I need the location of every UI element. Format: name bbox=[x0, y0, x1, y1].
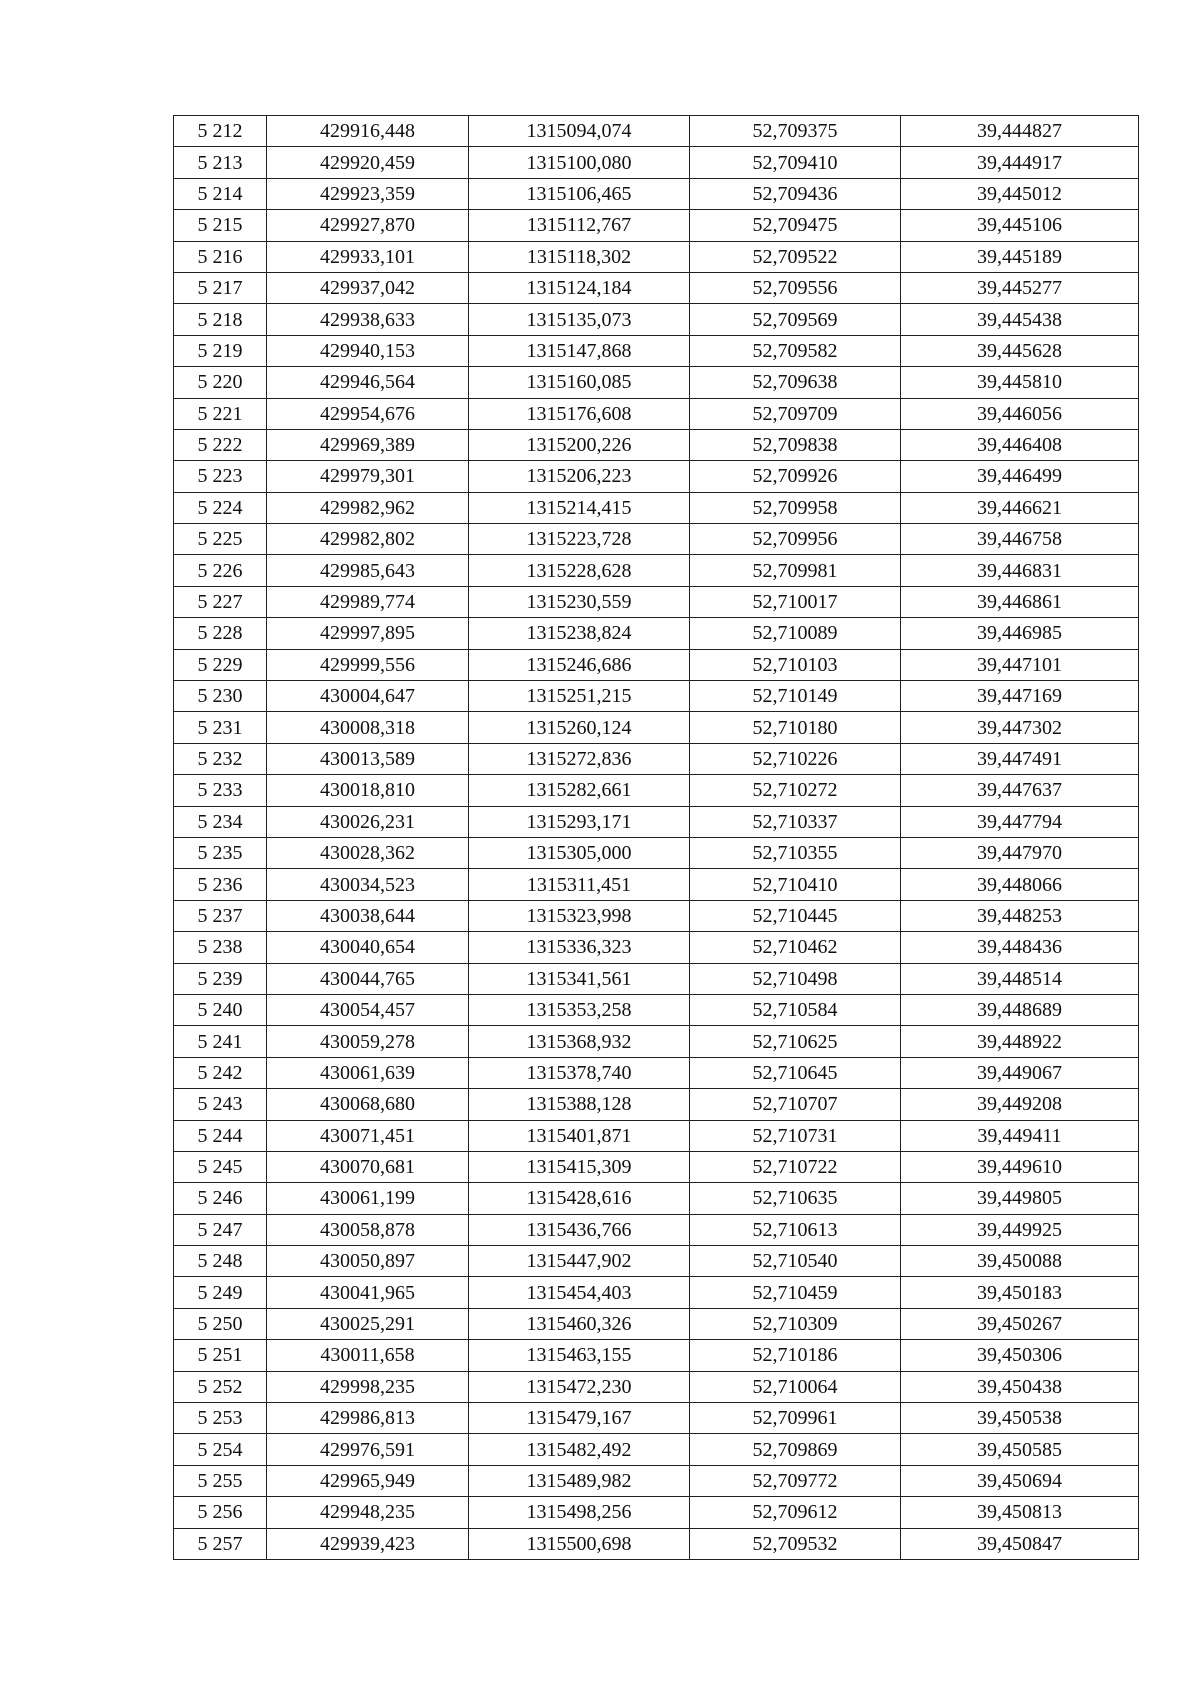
y-coordinate-cell: 1315251,215 bbox=[469, 681, 690, 712]
latitude-cell: 52,709956 bbox=[690, 524, 901, 555]
y-coordinate-cell: 1315378,740 bbox=[469, 1057, 690, 1088]
latitude-cell: 52,710635 bbox=[690, 1183, 901, 1214]
point-number-cell: 5 246 bbox=[174, 1183, 267, 1214]
table-row bbox=[174, 1277, 1139, 1308]
table-row bbox=[174, 367, 1139, 398]
latitude-cell: 52,710149 bbox=[690, 681, 901, 712]
y-coordinate-cell: 1315305,000 bbox=[469, 837, 690, 868]
table-row bbox=[174, 1497, 1139, 1528]
point-number-cell: 5 255 bbox=[174, 1465, 267, 1496]
table-row bbox=[174, 806, 1139, 837]
y-coordinate-cell: 1315223,728 bbox=[469, 524, 690, 555]
point-number-cell: 5 236 bbox=[174, 869, 267, 900]
point-number-cell: 5 235 bbox=[174, 837, 267, 868]
point-number-cell: 5 226 bbox=[174, 555, 267, 586]
x-coordinate-cell: 430044,765 bbox=[267, 963, 469, 994]
y-coordinate-cell: 1315498,256 bbox=[469, 1497, 690, 1528]
longitude-cell: 39,447169 bbox=[901, 681, 1139, 712]
longitude-cell: 39,447970 bbox=[901, 837, 1139, 868]
point-number-cell: 5 230 bbox=[174, 681, 267, 712]
x-coordinate-cell: 430028,362 bbox=[267, 837, 469, 868]
longitude-cell: 39,446621 bbox=[901, 492, 1139, 523]
point-number-cell: 5 244 bbox=[174, 1120, 267, 1151]
x-coordinate-cell: 429997,895 bbox=[267, 618, 469, 649]
x-coordinate-cell: 429933,101 bbox=[267, 241, 469, 272]
longitude-cell: 39,445277 bbox=[901, 272, 1139, 303]
longitude-cell: 39,450538 bbox=[901, 1403, 1139, 1434]
latitude-cell: 52,710089 bbox=[690, 618, 901, 649]
longitude-cell: 39,450183 bbox=[901, 1277, 1139, 1308]
point-number-cell: 5 217 bbox=[174, 272, 267, 303]
x-coordinate-cell: 429954,676 bbox=[267, 398, 469, 429]
y-coordinate-cell: 1315436,766 bbox=[469, 1214, 690, 1245]
latitude-cell: 52,709926 bbox=[690, 461, 901, 492]
x-coordinate-cell: 429940,153 bbox=[267, 335, 469, 366]
y-coordinate-cell: 1315282,661 bbox=[469, 775, 690, 806]
latitude-cell: 52,709772 bbox=[690, 1465, 901, 1496]
y-coordinate-cell: 1315100,080 bbox=[469, 147, 690, 178]
x-coordinate-cell: 429976,591 bbox=[267, 1434, 469, 1465]
point-number-cell: 5 220 bbox=[174, 367, 267, 398]
longitude-cell: 39,450438 bbox=[901, 1371, 1139, 1402]
latitude-cell: 52,709375 bbox=[690, 116, 901, 147]
latitude-cell: 52,710625 bbox=[690, 1026, 901, 1057]
x-coordinate-cell: 429938,633 bbox=[267, 304, 469, 335]
longitude-cell: 39,445438 bbox=[901, 304, 1139, 335]
point-number-cell: 5 212 bbox=[174, 116, 267, 147]
y-coordinate-cell: 1315460,326 bbox=[469, 1308, 690, 1339]
x-coordinate-cell: 430034,523 bbox=[267, 869, 469, 900]
y-coordinate-cell: 1315341,561 bbox=[469, 963, 690, 994]
latitude-cell: 52,710584 bbox=[690, 994, 901, 1025]
point-number-cell: 5 247 bbox=[174, 1214, 267, 1245]
y-coordinate-cell: 1315463,155 bbox=[469, 1340, 690, 1371]
table-row bbox=[174, 681, 1139, 712]
y-coordinate-cell: 1315094,074 bbox=[469, 116, 690, 147]
table-row bbox=[174, 1120, 1139, 1151]
x-coordinate-cell: 430050,897 bbox=[267, 1246, 469, 1277]
y-coordinate-cell: 1315112,767 bbox=[469, 210, 690, 241]
latitude-cell: 52,709981 bbox=[690, 555, 901, 586]
point-number-cell: 5 241 bbox=[174, 1026, 267, 1057]
point-number-cell: 5 229 bbox=[174, 649, 267, 680]
x-coordinate-cell: 429985,643 bbox=[267, 555, 469, 586]
x-coordinate-cell: 430054,457 bbox=[267, 994, 469, 1025]
y-coordinate-cell: 1315214,415 bbox=[469, 492, 690, 523]
latitude-cell: 52,710180 bbox=[690, 712, 901, 743]
point-number-cell: 5 221 bbox=[174, 398, 267, 429]
table-row bbox=[174, 869, 1139, 900]
latitude-cell: 52,710722 bbox=[690, 1151, 901, 1182]
latitude-cell: 52,709569 bbox=[690, 304, 901, 335]
x-coordinate-cell: 430059,278 bbox=[267, 1026, 469, 1057]
x-coordinate-cell: 430008,318 bbox=[267, 712, 469, 743]
x-coordinate-cell: 430061,199 bbox=[267, 1183, 469, 1214]
x-coordinate-cell: 429916,448 bbox=[267, 116, 469, 147]
latitude-cell: 52,710226 bbox=[690, 743, 901, 774]
x-coordinate-cell: 430004,647 bbox=[267, 681, 469, 712]
longitude-cell: 39,447794 bbox=[901, 806, 1139, 837]
latitude-cell: 52,710017 bbox=[690, 586, 901, 617]
point-number-cell: 5 231 bbox=[174, 712, 267, 743]
point-number-cell: 5 224 bbox=[174, 492, 267, 523]
latitude-cell: 52,709869 bbox=[690, 1434, 901, 1465]
longitude-cell: 39,447637 bbox=[901, 775, 1139, 806]
longitude-cell: 39,449067 bbox=[901, 1057, 1139, 1088]
y-coordinate-cell: 1315272,836 bbox=[469, 743, 690, 774]
point-number-cell: 5 252 bbox=[174, 1371, 267, 1402]
longitude-cell: 39,446831 bbox=[901, 555, 1139, 586]
y-coordinate-cell: 1315388,128 bbox=[469, 1089, 690, 1120]
latitude-cell: 52,709638 bbox=[690, 367, 901, 398]
longitude-cell: 39,446758 bbox=[901, 524, 1139, 555]
longitude-cell: 39,445189 bbox=[901, 241, 1139, 272]
longitude-cell: 39,450694 bbox=[901, 1465, 1139, 1496]
point-number-cell: 5 253 bbox=[174, 1403, 267, 1434]
longitude-cell: 39,449925 bbox=[901, 1214, 1139, 1245]
latitude-cell: 52,709532 bbox=[690, 1528, 901, 1559]
latitude-cell: 52,709612 bbox=[690, 1497, 901, 1528]
point-number-cell: 5 234 bbox=[174, 806, 267, 837]
point-number-cell: 5 214 bbox=[174, 178, 267, 209]
coordinates-table-body bbox=[174, 116, 1139, 1560]
longitude-cell: 39,445628 bbox=[901, 335, 1139, 366]
x-coordinate-cell: 430070,681 bbox=[267, 1151, 469, 1182]
table-row bbox=[174, 1183, 1139, 1214]
x-coordinate-cell: 429939,423 bbox=[267, 1528, 469, 1559]
longitude-cell: 39,446056 bbox=[901, 398, 1139, 429]
longitude-cell: 39,445012 bbox=[901, 178, 1139, 209]
longitude-cell: 39,450306 bbox=[901, 1340, 1139, 1371]
y-coordinate-cell: 1315147,868 bbox=[469, 335, 690, 366]
x-coordinate-cell: 430013,589 bbox=[267, 743, 469, 774]
latitude-cell: 52,709475 bbox=[690, 210, 901, 241]
table-row bbox=[174, 272, 1139, 303]
longitude-cell: 39,449208 bbox=[901, 1089, 1139, 1120]
point-number-cell: 5 215 bbox=[174, 210, 267, 241]
latitude-cell: 52,710272 bbox=[690, 775, 901, 806]
y-coordinate-cell: 1315368,932 bbox=[469, 1026, 690, 1057]
longitude-cell: 39,450267 bbox=[901, 1308, 1139, 1339]
table-row bbox=[174, 1214, 1139, 1245]
point-number-cell: 5 225 bbox=[174, 524, 267, 555]
x-coordinate-cell: 429999,556 bbox=[267, 649, 469, 680]
x-coordinate-cell: 429923,359 bbox=[267, 178, 469, 209]
longitude-cell: 39,448253 bbox=[901, 900, 1139, 931]
table-row bbox=[174, 649, 1139, 680]
y-coordinate-cell: 1315323,998 bbox=[469, 900, 690, 931]
longitude-cell: 39,448922 bbox=[901, 1026, 1139, 1057]
table-row bbox=[174, 1465, 1139, 1496]
table-row bbox=[174, 147, 1139, 178]
table-row bbox=[174, 586, 1139, 617]
point-number-cell: 5 242 bbox=[174, 1057, 267, 1088]
latitude-cell: 52,710309 bbox=[690, 1308, 901, 1339]
longitude-cell: 39,450088 bbox=[901, 1246, 1139, 1277]
y-coordinate-cell: 1315479,167 bbox=[469, 1403, 690, 1434]
longitude-cell: 39,450585 bbox=[901, 1434, 1139, 1465]
longitude-cell: 39,448514 bbox=[901, 963, 1139, 994]
point-number-cell: 5 213 bbox=[174, 147, 267, 178]
longitude-cell: 39,450813 bbox=[901, 1497, 1139, 1528]
latitude-cell: 52,709522 bbox=[690, 241, 901, 272]
longitude-cell: 39,445106 bbox=[901, 210, 1139, 241]
longitude-cell: 39,446985 bbox=[901, 618, 1139, 649]
x-coordinate-cell: 430026,231 bbox=[267, 806, 469, 837]
point-number-cell: 5 232 bbox=[174, 743, 267, 774]
x-coordinate-cell: 429969,389 bbox=[267, 429, 469, 460]
table-row bbox=[174, 900, 1139, 931]
table-row bbox=[174, 429, 1139, 460]
table-row bbox=[174, 618, 1139, 649]
point-number-cell: 5 248 bbox=[174, 1246, 267, 1277]
latitude-cell: 52,710337 bbox=[690, 806, 901, 837]
latitude-cell: 52,709838 bbox=[690, 429, 901, 460]
longitude-cell: 39,444917 bbox=[901, 147, 1139, 178]
longitude-cell: 39,448689 bbox=[901, 994, 1139, 1025]
coordinates-table bbox=[173, 115, 1139, 1560]
y-coordinate-cell: 1315238,824 bbox=[469, 618, 690, 649]
longitude-cell: 39,444827 bbox=[901, 116, 1139, 147]
longitude-cell: 39,446861 bbox=[901, 586, 1139, 617]
y-coordinate-cell: 1315447,902 bbox=[469, 1246, 690, 1277]
y-coordinate-cell: 1315206,223 bbox=[469, 461, 690, 492]
table-row bbox=[174, 524, 1139, 555]
longitude-cell: 39,445810 bbox=[901, 367, 1139, 398]
point-number-cell: 5 257 bbox=[174, 1528, 267, 1559]
point-number-cell: 5 250 bbox=[174, 1308, 267, 1339]
y-coordinate-cell: 1315135,073 bbox=[469, 304, 690, 335]
latitude-cell: 52,709958 bbox=[690, 492, 901, 523]
table-row bbox=[174, 963, 1139, 994]
table-row bbox=[174, 304, 1139, 335]
longitude-cell: 39,449610 bbox=[901, 1151, 1139, 1182]
point-number-cell: 5 228 bbox=[174, 618, 267, 649]
x-coordinate-cell: 430038,644 bbox=[267, 900, 469, 931]
point-number-cell: 5 227 bbox=[174, 586, 267, 617]
point-number-cell: 5 239 bbox=[174, 963, 267, 994]
table-row bbox=[174, 555, 1139, 586]
y-coordinate-cell: 1315472,230 bbox=[469, 1371, 690, 1402]
longitude-cell: 39,449411 bbox=[901, 1120, 1139, 1151]
latitude-cell: 52,710064 bbox=[690, 1371, 901, 1402]
point-number-cell: 5 249 bbox=[174, 1277, 267, 1308]
latitude-cell: 52,709582 bbox=[690, 335, 901, 366]
x-coordinate-cell: 430018,810 bbox=[267, 775, 469, 806]
table-row bbox=[174, 335, 1139, 366]
latitude-cell: 52,710613 bbox=[690, 1214, 901, 1245]
latitude-cell: 52,710645 bbox=[690, 1057, 901, 1088]
y-coordinate-cell: 1315106,465 bbox=[469, 178, 690, 209]
x-coordinate-cell: 429979,301 bbox=[267, 461, 469, 492]
x-coordinate-cell: 429989,774 bbox=[267, 586, 469, 617]
y-coordinate-cell: 1315401,871 bbox=[469, 1120, 690, 1151]
table-row bbox=[174, 994, 1139, 1025]
longitude-cell: 39,448066 bbox=[901, 869, 1139, 900]
point-number-cell: 5 254 bbox=[174, 1434, 267, 1465]
latitude-cell: 52,710459 bbox=[690, 1277, 901, 1308]
table-row bbox=[174, 1308, 1139, 1339]
point-number-cell: 5 256 bbox=[174, 1497, 267, 1528]
latitude-cell: 52,709709 bbox=[690, 398, 901, 429]
table-row bbox=[174, 932, 1139, 963]
point-number-cell: 5 237 bbox=[174, 900, 267, 931]
y-coordinate-cell: 1315118,302 bbox=[469, 241, 690, 272]
y-coordinate-cell: 1315228,628 bbox=[469, 555, 690, 586]
x-coordinate-cell: 430011,658 bbox=[267, 1340, 469, 1371]
table-row bbox=[174, 210, 1139, 241]
latitude-cell: 52,709556 bbox=[690, 272, 901, 303]
table-row bbox=[174, 1057, 1139, 1088]
point-number-cell: 5 233 bbox=[174, 775, 267, 806]
y-coordinate-cell: 1315489,982 bbox=[469, 1465, 690, 1496]
y-coordinate-cell: 1315415,309 bbox=[469, 1151, 690, 1182]
point-number-cell: 5 218 bbox=[174, 304, 267, 335]
x-coordinate-cell: 430061,639 bbox=[267, 1057, 469, 1088]
table-row bbox=[174, 1246, 1139, 1277]
longitude-cell: 39,447491 bbox=[901, 743, 1139, 774]
x-coordinate-cell: 429965,949 bbox=[267, 1465, 469, 1496]
table-row bbox=[174, 1089, 1139, 1120]
x-coordinate-cell: 429998,235 bbox=[267, 1371, 469, 1402]
table-row bbox=[174, 712, 1139, 743]
y-coordinate-cell: 1315160,085 bbox=[469, 367, 690, 398]
latitude-cell: 52,710731 bbox=[690, 1120, 901, 1151]
y-coordinate-cell: 1315482,492 bbox=[469, 1434, 690, 1465]
longitude-cell: 39,447101 bbox=[901, 649, 1139, 680]
table-row bbox=[174, 116, 1139, 147]
x-coordinate-cell: 430071,451 bbox=[267, 1120, 469, 1151]
latitude-cell: 52,709961 bbox=[690, 1403, 901, 1434]
y-coordinate-cell: 1315124,184 bbox=[469, 272, 690, 303]
y-coordinate-cell: 1315454,403 bbox=[469, 1277, 690, 1308]
x-coordinate-cell: 429946,564 bbox=[267, 367, 469, 398]
y-coordinate-cell: 1315246,686 bbox=[469, 649, 690, 680]
point-number-cell: 5 243 bbox=[174, 1089, 267, 1120]
table-row bbox=[174, 461, 1139, 492]
longitude-cell: 39,446408 bbox=[901, 429, 1139, 460]
x-coordinate-cell: 429920,459 bbox=[267, 147, 469, 178]
latitude-cell: 52,710186 bbox=[690, 1340, 901, 1371]
table-row bbox=[174, 743, 1139, 774]
point-number-cell: 5 223 bbox=[174, 461, 267, 492]
longitude-cell: 39,446499 bbox=[901, 461, 1139, 492]
table-row bbox=[174, 1026, 1139, 1057]
latitude-cell: 52,710498 bbox=[690, 963, 901, 994]
point-number-cell: 5 245 bbox=[174, 1151, 267, 1182]
latitude-cell: 52,710355 bbox=[690, 837, 901, 868]
y-coordinate-cell: 1315336,323 bbox=[469, 932, 690, 963]
latitude-cell: 52,710445 bbox=[690, 900, 901, 931]
longitude-cell: 39,447302 bbox=[901, 712, 1139, 743]
point-number-cell: 5 222 bbox=[174, 429, 267, 460]
point-number-cell: 5 240 bbox=[174, 994, 267, 1025]
latitude-cell: 52,710462 bbox=[690, 932, 901, 963]
y-coordinate-cell: 1315200,226 bbox=[469, 429, 690, 460]
latitude-cell: 52,710103 bbox=[690, 649, 901, 680]
x-coordinate-cell: 429937,042 bbox=[267, 272, 469, 303]
x-coordinate-cell: 429986,813 bbox=[267, 1403, 469, 1434]
x-coordinate-cell: 429948,235 bbox=[267, 1497, 469, 1528]
x-coordinate-cell: 430068,680 bbox=[267, 1089, 469, 1120]
x-coordinate-cell: 430041,965 bbox=[267, 1277, 469, 1308]
table-row bbox=[174, 775, 1139, 806]
point-number-cell: 5 238 bbox=[174, 932, 267, 963]
table-row bbox=[174, 178, 1139, 209]
y-coordinate-cell: 1315353,258 bbox=[469, 994, 690, 1025]
longitude-cell: 39,450847 bbox=[901, 1528, 1139, 1559]
y-coordinate-cell: 1315500,698 bbox=[469, 1528, 690, 1559]
point-number-cell: 5 219 bbox=[174, 335, 267, 366]
x-coordinate-cell: 430040,654 bbox=[267, 932, 469, 963]
table-row bbox=[174, 492, 1139, 523]
table-row bbox=[174, 1151, 1139, 1182]
table-row bbox=[174, 241, 1139, 272]
longitude-cell: 39,448436 bbox=[901, 932, 1139, 963]
table-row bbox=[174, 1403, 1139, 1434]
point-number-cell: 5 216 bbox=[174, 241, 267, 272]
latitude-cell: 52,709410 bbox=[690, 147, 901, 178]
table-row bbox=[174, 1434, 1139, 1465]
y-coordinate-cell: 1315176,608 bbox=[469, 398, 690, 429]
longitude-cell: 39,449805 bbox=[901, 1183, 1139, 1214]
x-coordinate-cell: 429982,802 bbox=[267, 524, 469, 555]
x-coordinate-cell: 430025,291 bbox=[267, 1308, 469, 1339]
latitude-cell: 52,710707 bbox=[690, 1089, 901, 1120]
latitude-cell: 52,709436 bbox=[690, 178, 901, 209]
y-coordinate-cell: 1315260,124 bbox=[469, 712, 690, 743]
y-coordinate-cell: 1315293,171 bbox=[469, 806, 690, 837]
x-coordinate-cell: 429982,962 bbox=[267, 492, 469, 523]
table-row bbox=[174, 398, 1139, 429]
x-coordinate-cell: 430058,878 bbox=[267, 1214, 469, 1245]
table-row bbox=[174, 1528, 1139, 1559]
y-coordinate-cell: 1315428,616 bbox=[469, 1183, 690, 1214]
table-row bbox=[174, 1340, 1139, 1371]
y-coordinate-cell: 1315311,451 bbox=[469, 869, 690, 900]
table-row bbox=[174, 837, 1139, 868]
table-row bbox=[174, 1371, 1139, 1402]
latitude-cell: 52,710540 bbox=[690, 1246, 901, 1277]
y-coordinate-cell: 1315230,559 bbox=[469, 586, 690, 617]
latitude-cell: 52,710410 bbox=[690, 869, 901, 900]
x-coordinate-cell: 429927,870 bbox=[267, 210, 469, 241]
point-number-cell: 5 251 bbox=[174, 1340, 267, 1371]
